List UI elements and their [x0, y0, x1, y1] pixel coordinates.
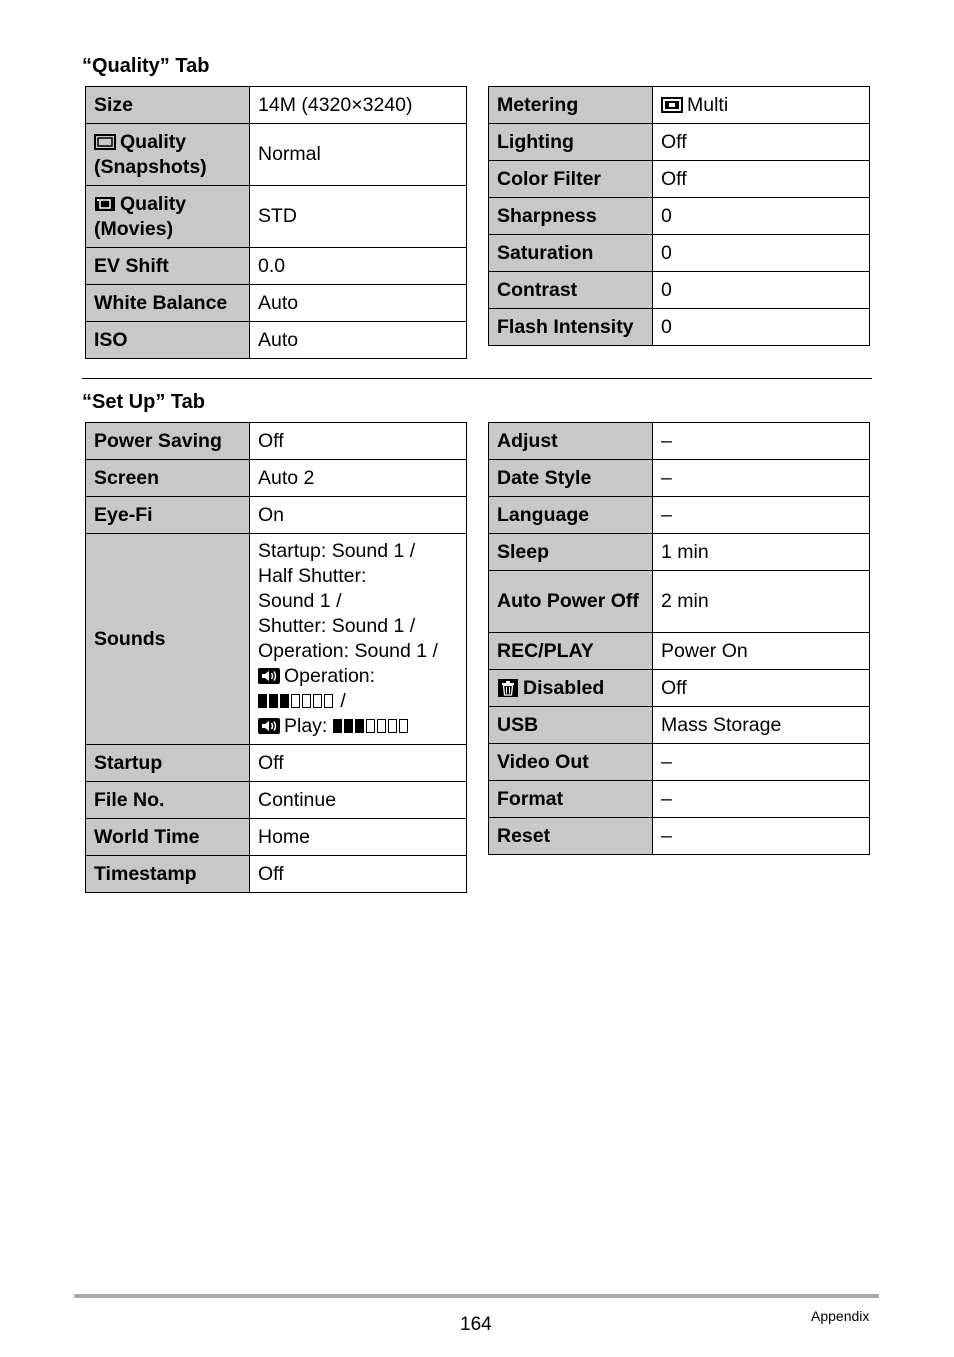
speaker-icon — [258, 717, 280, 735]
setting-label-text: Disabled — [523, 676, 605, 699]
table-row — [489, 571, 870, 633]
play-volume-label: Play: — [284, 715, 328, 737]
setting-value: 1 min — [653, 534, 870, 571]
volume-segment-filled — [344, 720, 352, 733]
footer-section-label: Appendix — [811, 1308, 870, 1324]
setting-label: Auto Power Off — [489, 571, 653, 633]
setting-value: 0.0 — [250, 248, 467, 285]
operation-volume-bars — [258, 690, 335, 712]
setting-value: – — [653, 497, 870, 534]
setting-value: Home — [250, 819, 467, 856]
table-row — [489, 707, 870, 744]
setting-value: – — [653, 744, 870, 781]
table-row — [489, 497, 870, 534]
operation-volume-level-line — [258, 689, 458, 714]
setting-label — [86, 186, 250, 248]
setting-value: On — [250, 497, 467, 534]
setting-value: Off — [250, 745, 467, 782]
table-row — [489, 744, 870, 781]
setting-label: White Balance — [86, 285, 250, 322]
table-row — [86, 248, 467, 285]
quality-tab-title: “Quality” Tab — [82, 55, 210, 77]
setting-label: Date Style — [489, 460, 653, 497]
setting-label: USB — [489, 707, 653, 744]
setting-label: REC/PLAY — [489, 633, 653, 670]
setting-value: 0 — [653, 272, 870, 309]
sounds-line: Sound 1 / — [258, 590, 342, 612]
setting-value: Off — [250, 423, 467, 460]
setting-label: Size — [86, 87, 250, 124]
table-row — [489, 818, 870, 855]
sounds-line: Operation: Sound 1 / — [258, 640, 438, 662]
setting-label: Flash Intensity — [489, 309, 653, 346]
table-row — [86, 782, 467, 819]
setup-settings-table-right — [488, 422, 870, 855]
volume-segment-empty — [292, 695, 300, 708]
volume-segment-empty — [388, 720, 396, 733]
operation-volume-suffix: / — [335, 690, 346, 712]
table-row — [86, 497, 467, 534]
sounds-line: Shutter: Sound 1 / — [258, 615, 416, 637]
movie-quality-icon — [94, 195, 116, 213]
setting-value: Auto — [250, 322, 467, 359]
table-row — [86, 87, 467, 124]
setting-value: Off — [250, 856, 467, 893]
snapshot-quality-icon — [94, 133, 116, 151]
setting-label: Timestamp — [86, 856, 250, 893]
setting-value: – — [653, 781, 870, 818]
operation-volume-line — [258, 664, 458, 689]
table-row — [86, 423, 467, 460]
setting-value: – — [653, 423, 870, 460]
setting-value: Power On — [653, 633, 870, 670]
setting-label-text: Quality (Movies) — [94, 192, 187, 240]
setting-value: Mass Storage — [653, 707, 870, 744]
table-row — [489, 235, 870, 272]
table-row — [489, 198, 870, 235]
setting-value: STD — [250, 186, 467, 248]
table-row — [489, 161, 870, 198]
table-row — [86, 856, 467, 893]
setting-label: Format — [489, 781, 653, 818]
setting-label: Sharpness — [489, 198, 653, 235]
setting-value: Continue — [250, 782, 467, 819]
table-row — [489, 633, 870, 670]
operation-volume-label: Operation: — [284, 665, 376, 687]
sounds-line: Half Shutter: — [258, 565, 367, 587]
setting-label: Language — [489, 497, 653, 534]
trash-icon — [497, 679, 519, 697]
setting-label: Video Out — [489, 744, 653, 781]
volume-segment-empty — [366, 720, 374, 733]
setting-label: Contrast — [489, 272, 653, 309]
setting-label: Color Filter — [489, 161, 653, 198]
page-number: 164 — [460, 1314, 492, 1335]
table-row — [86, 285, 467, 322]
table-row — [86, 186, 467, 248]
volume-segment-empty — [303, 695, 311, 708]
setting-value: Off — [653, 124, 870, 161]
setting-value: Normal — [250, 124, 467, 186]
setup-tab-title: “Set Up” Tab — [82, 391, 205, 413]
setting-label: ISO — [86, 322, 250, 359]
table-row — [489, 460, 870, 497]
setting-value: Off — [653, 161, 870, 198]
volume-segment-filled — [281, 695, 289, 708]
sounds-line: Startup: Sound 1 / — [258, 540, 416, 562]
sounds-value — [250, 534, 467, 745]
setting-value: – — [653, 818, 870, 855]
volume-segment-empty — [325, 695, 333, 708]
table-row — [489, 124, 870, 161]
setting-value-text: Multi — [687, 93, 729, 116]
setting-value: 2 min — [653, 571, 870, 633]
table-row — [86, 745, 467, 782]
setting-label: Sleep — [489, 534, 653, 571]
setting-label: Eye-Fi — [86, 497, 250, 534]
setting-value: 14M (4320×3240) — [250, 87, 467, 124]
setting-value: Off — [653, 670, 870, 707]
setup-settings-table-left — [85, 422, 467, 893]
table-row — [489, 534, 870, 571]
volume-segment-filled — [270, 695, 278, 708]
setting-value: Auto — [250, 285, 467, 322]
setting-value: 0 — [653, 235, 870, 272]
setting-label: Lighting — [489, 124, 653, 161]
setting-value: 0 — [653, 198, 870, 235]
setting-label: EV Shift — [86, 248, 250, 285]
setting-label: Sounds — [86, 534, 250, 745]
setting-label: Metering — [489, 87, 653, 124]
table-row — [489, 309, 870, 346]
table-row — [489, 670, 870, 707]
setting-label: Saturation — [489, 235, 653, 272]
setting-label: File No. — [86, 782, 250, 819]
quality-settings-table-left — [85, 86, 467, 359]
setting-value: 0 — [653, 309, 870, 346]
table-row — [86, 819, 467, 856]
table-row — [86, 322, 467, 359]
setting-value: Auto 2 — [250, 460, 467, 497]
setting-label: World Time — [86, 819, 250, 856]
table-row — [86, 534, 467, 745]
setting-value: – — [653, 460, 870, 497]
table-row — [489, 87, 870, 124]
volume-segment-empty — [314, 695, 322, 708]
setting-label: Screen — [86, 460, 250, 497]
footer-rule — [74, 1294, 879, 1298]
volume-segment-filled — [259, 695, 267, 708]
setting-label-text: Quality (Snapshots) — [94, 130, 207, 178]
setting-label: Startup — [86, 745, 250, 782]
table-row — [86, 460, 467, 497]
volume-segment-filled — [333, 720, 341, 733]
multi-metering-icon — [661, 96, 683, 114]
table-row — [86, 124, 467, 186]
volume-segment-empty — [377, 720, 385, 733]
volume-segment-filled — [355, 720, 363, 733]
setting-label: Adjust — [489, 423, 653, 460]
table-row — [489, 781, 870, 818]
play-volume-line — [258, 714, 458, 739]
volume-segment-empty — [399, 720, 407, 733]
play-volume-bars — [333, 715, 410, 737]
setting-label: Reset — [489, 818, 653, 855]
setting-value — [653, 87, 870, 124]
quality-settings-table-right — [488, 86, 870, 346]
setting-label: Power Saving — [86, 423, 250, 460]
speaker-icon — [258, 667, 280, 685]
table-row — [489, 272, 870, 309]
table-row — [489, 423, 870, 460]
section-divider — [82, 378, 872, 379]
setting-label — [86, 124, 250, 186]
setting-label — [489, 670, 653, 707]
